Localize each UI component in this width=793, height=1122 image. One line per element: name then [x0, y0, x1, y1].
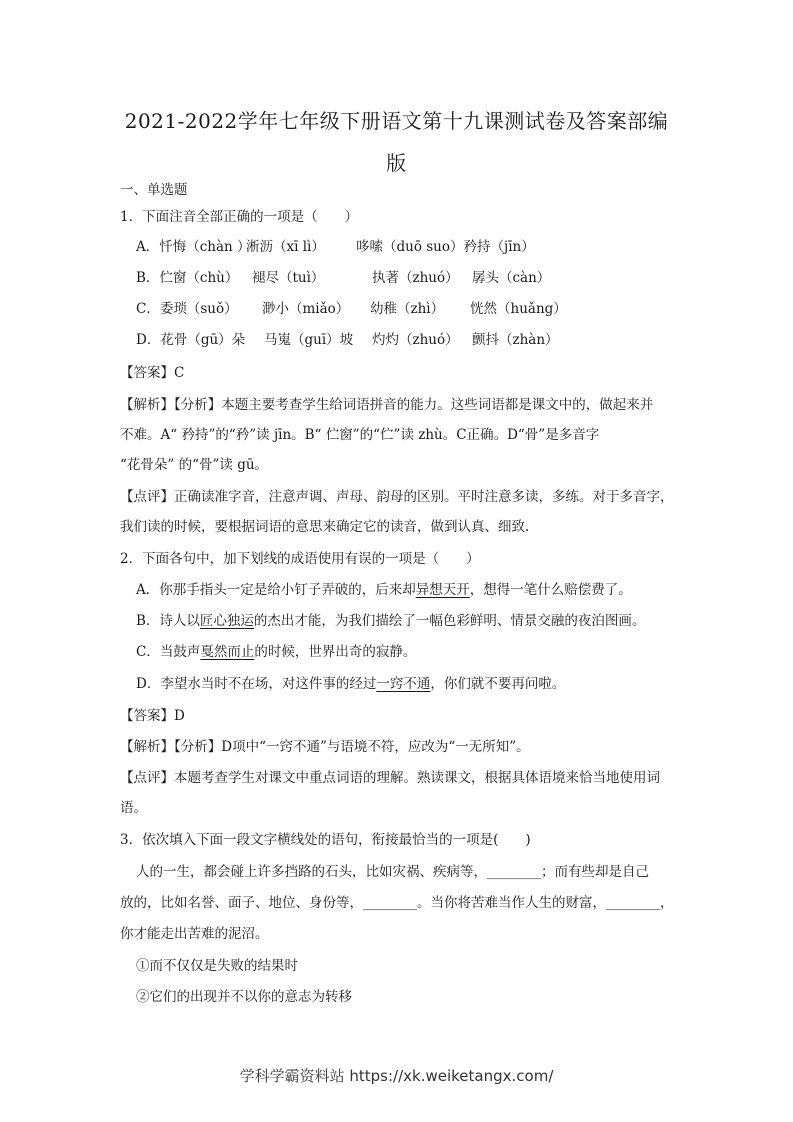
q1-answer: 【答案】C	[120, 365, 185, 381]
q1-option-a: A．忏悔（chàn ）淅沥（xī lì） 哆嗦（duō suo）矜持（jīn）	[136, 239, 535, 255]
q3-item-1: ①而不仅仅是失败的结果时	[136, 958, 298, 974]
q2-option-c: C．当鼓声戛然而止的时候，世界出奇的寂静。	[136, 644, 417, 660]
title-line-2: 版	[386, 151, 407, 175]
underlined-idiom: 匠心独运	[199, 613, 254, 629]
q1-analysis-line-2: 不难。A“ 矜持”的“矜”读 jīn。B“ 伫窗”的“伫”读 zhù。C正确。D“骨”是多音字	[120, 427, 600, 443]
q1-option-b: B．伫窗（chù） 褪尽（tuì） 执著（zhuó） 孱头（càn）	[136, 270, 551, 286]
q2-comment-line-2: 语。	[120, 800, 147, 816]
q1-stem: 1．下面注音全部正确的一项是（ ）	[120, 209, 359, 225]
section-heading: 一、单选题	[120, 182, 188, 198]
q2-stem: 2．下面各句中，加下划线的成语使用有误的一项是（ ）	[120, 551, 480, 567]
underlined-idiom: 异想天开	[415, 582, 470, 598]
q3-passage-line-1: 人的一生，都会碰上许多挡路的石头，比如灾祸、疾病等，________；而有些却是自己	[136, 864, 649, 880]
q1-analysis-line-1: 【解析】【分析】本题主要考查学生给词语拼音的能力。这些词语都是课文中的，做起来并	[120, 397, 654, 413]
title-line-1: 2021-2022学年七年级下册语文第十九课测试卷及答案部编	[124, 109, 669, 133]
q3-passage-line-2: 放的，比如名誉、面子、地位、身份等，________。当你将苦难当作人生的财富，________，	[120, 895, 674, 911]
q2-answer: 【答案】D	[120, 708, 185, 724]
q2-comment-line-1: 【点评】本题考查学生对课文中重点词语的理解。熟读课文，根据具体语境来恰当地使用词	[120, 770, 660, 786]
footer-link[interactable]: 学科学霸资料站 https://xk.weiketangx.com/	[239, 1067, 554, 1085]
underlined-idiom: 戛然而止	[200, 644, 255, 660]
q3-stem: 3．依次填入下面一段文字横线处的语句，衔接最恰当的一项是( )	[120, 832, 531, 848]
underlined-idiom: 一窍不通	[376, 676, 431, 692]
q1-option-d: D．花骨（gū）朵 马嵬（guī）坡 灼灼（zhuó） 颤抖（zhàn）	[136, 332, 559, 348]
q2-option-a: A．你那手指头一定是给小钉子弄破的，后来却异想天开，想得一笔什么赔偿费了。	[136, 582, 632, 598]
q3-passage-line-3: 你才能走出苦难的泥沼。	[120, 926, 269, 942]
q1-option-c: C．委琐（suǒ） 渺小（miǎo） 幼稚（zhì） 恍然（huǎng）	[136, 301, 567, 317]
q2-option-b: B．诗人以匠心独运的杰出才能，为我们描绘了一幅色彩鲜明、情景交融的夜泊图画。	[136, 613, 646, 629]
q2-option-d: D．李望水当时不在场，对这件事的经过一窍不通，你们就不要再问啦。	[136, 676, 566, 692]
q3-item-2: ②它们的出现并不以你的意志为转移	[136, 989, 352, 1005]
q2-analysis: 【解析】【分析】D项中“一窍不通”与语境不符，应改为“一无所知”。	[120, 739, 530, 755]
document-title	[110, 100, 683, 184]
q1-analysis-line-3: “花骨朵” 的“骨”读 gū。	[120, 457, 269, 473]
q1-comment-line-1: 【点评】正确读准字音，注意声调、声母、韵母的区别。平时注意多读，多练。对于多音字，	[120, 489, 674, 505]
q1-comment-line-2: 我们读的时候，要根据词语的意思来确定它的读音，做到认真、细致.	[120, 519, 530, 535]
